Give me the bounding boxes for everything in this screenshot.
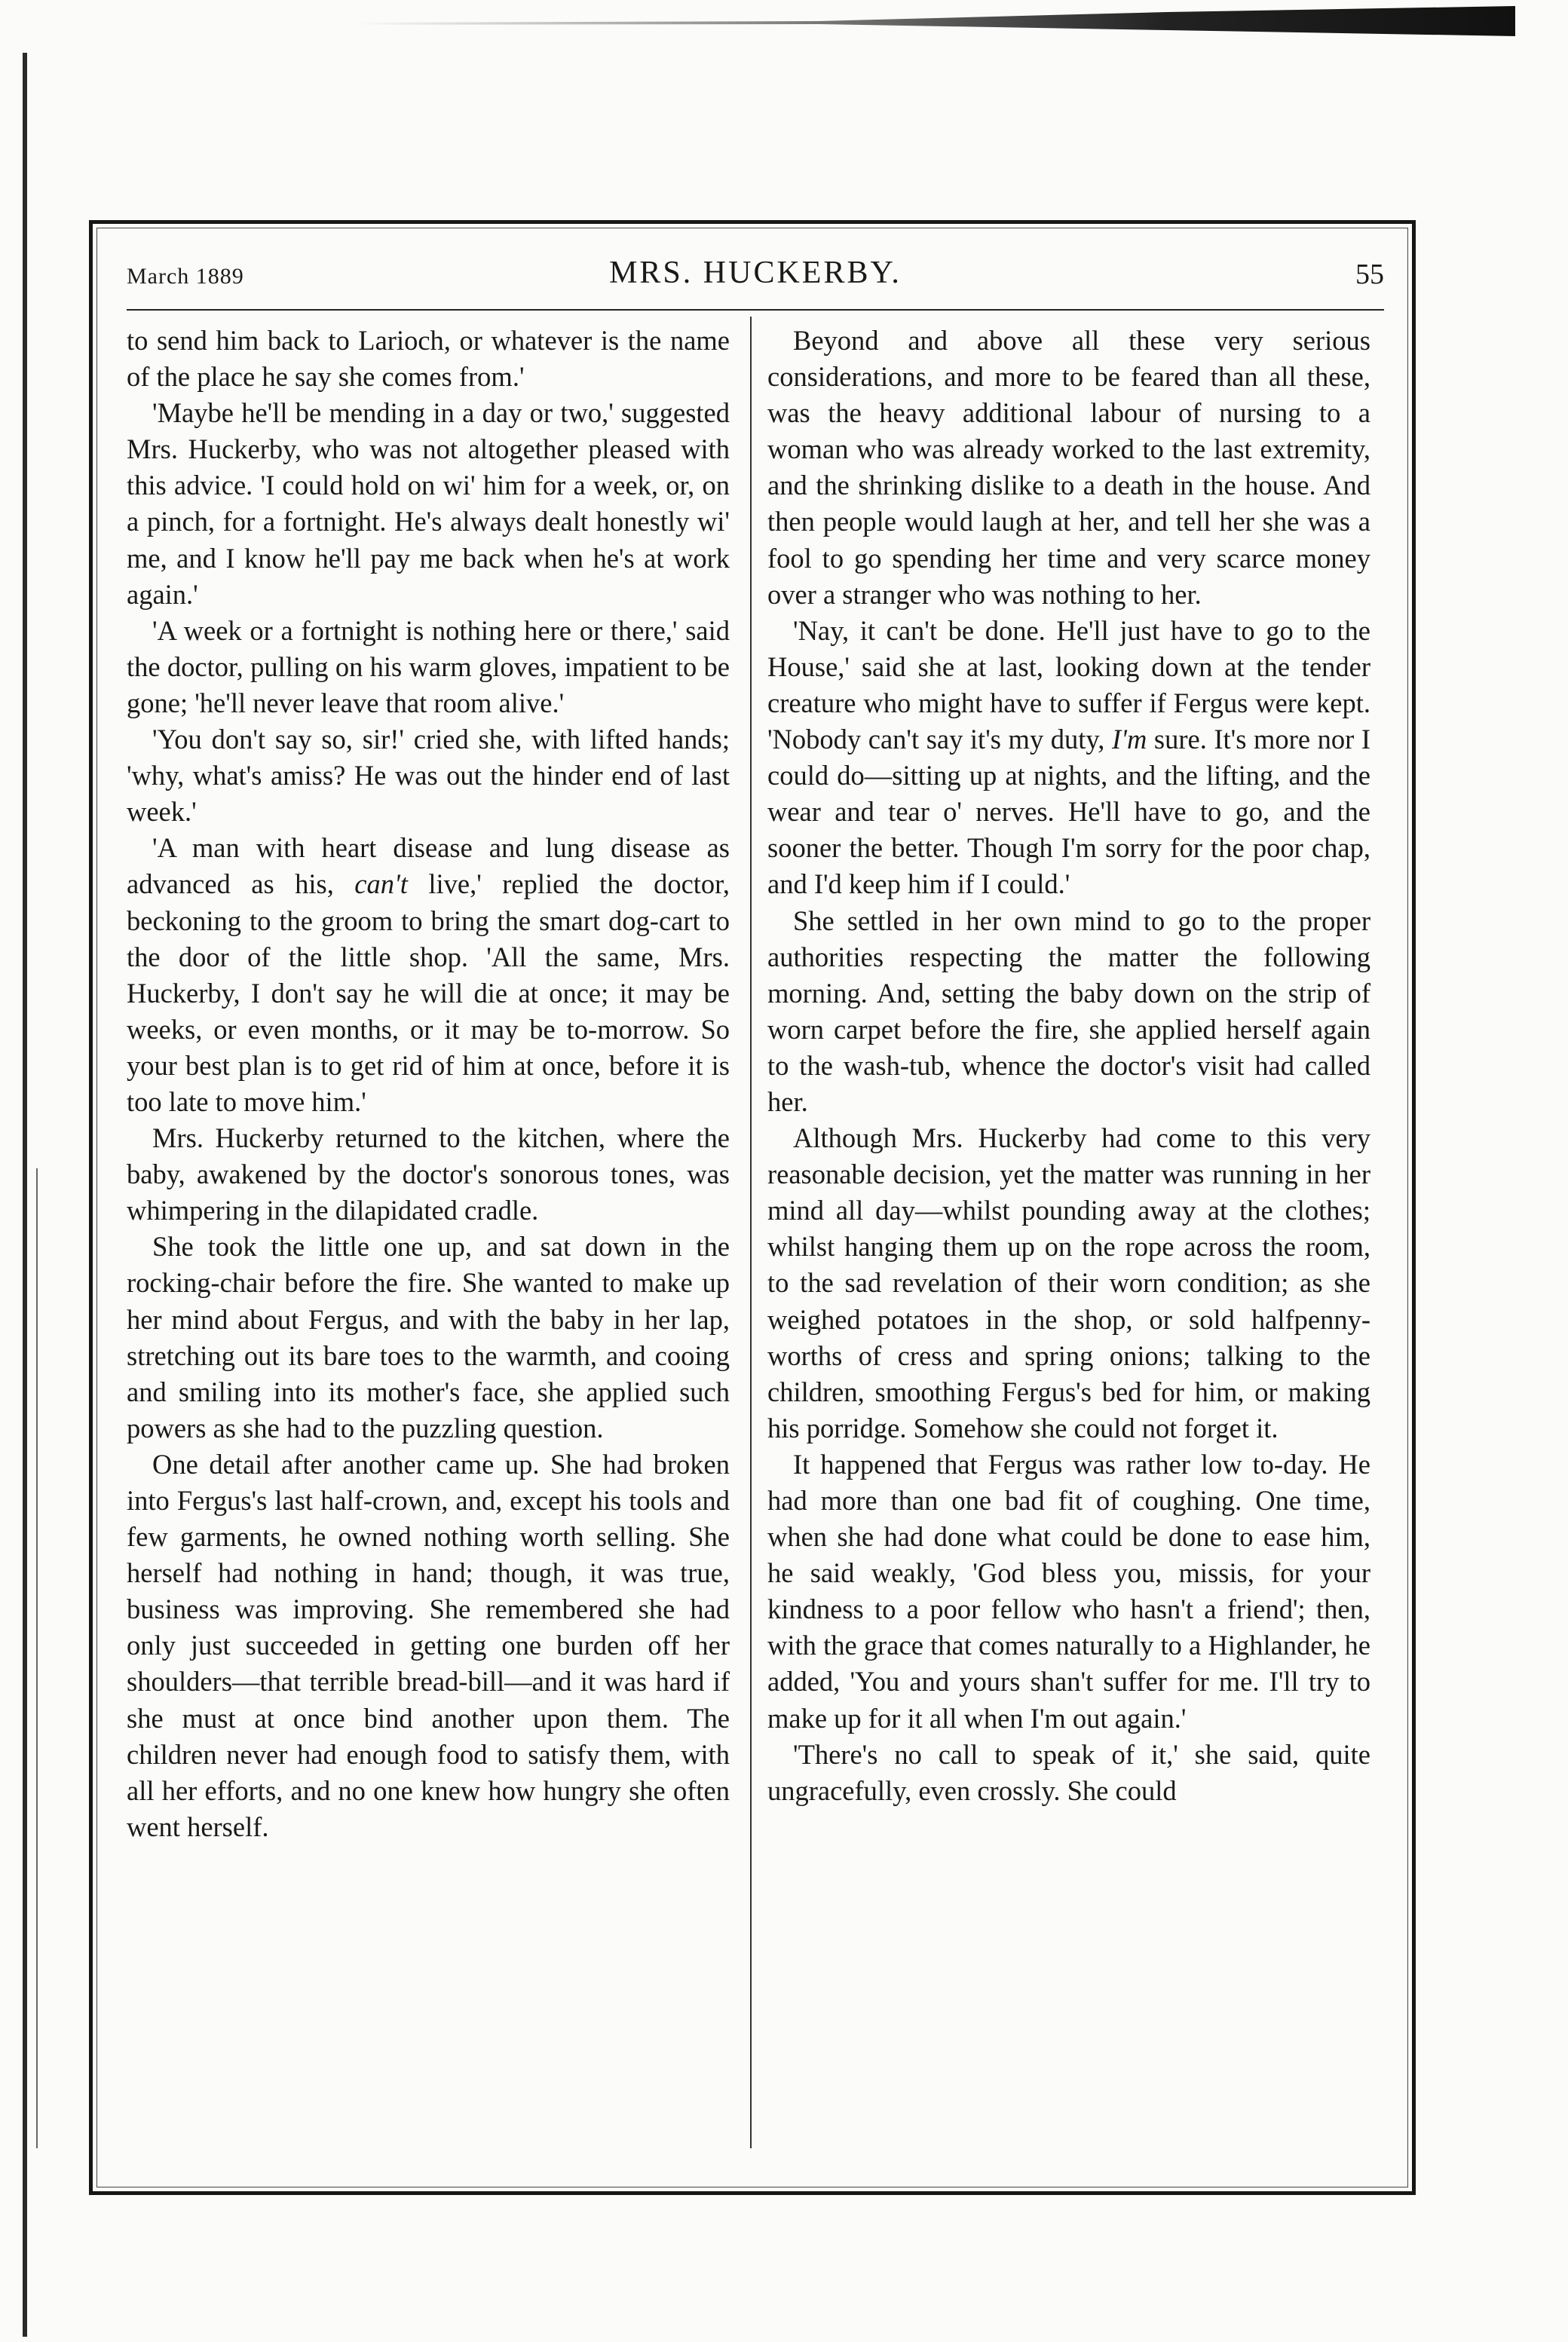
- text-run: 'A man with heart disease and lung disease as advanced as his,: [127, 832, 730, 900]
- paragraph: Beyond and above all these very serious considerations, and more to be feared than all these, was the heavy additional labour of nursing to a woman who was already worked to the last extremity, and the shrinking dislike to a death in the house. And then people would laugh at her, and tell her she was a fool to go spending her time and very scarce money over a stranger who was nothing to her.: [767, 325, 1370, 610]
- paragraph: One detail after another came up. She had broken into Fergus's last half-crown, and, except his tools and few garments, he owned nothing worth selling. She herself had nothing in hand; though, it was true, business was improving. She remembered she had only just succeeded in getting one burden off her shoulders—that terrible bread-bill—and it was hard if she must at once bind another upon them. The children never had enough food to satisfy them, with all her efforts, and no one knew how hungry she often went herself.: [127, 1448, 730, 1842]
- page-number: 55: [1355, 259, 1384, 290]
- page-left-edge: [23, 53, 27, 2337]
- emphasis: I'm: [1111, 724, 1147, 755]
- running-header: [127, 255, 1384, 300]
- text-run: sure. It's more nor I could do—sitting up at nights, and the lifting, and the wear and tear o' nerves. He'll have to go, and the sooner the better. Though I'm sorry for the poor chap, and I'd keep him if I could.': [767, 724, 1370, 900]
- text-run: live,' replied the doctor, beckoning to the groom to bring the smart dog-cart to the door of the little shop. 'All the same, Mrs. Huckerby, I don't say he will die at once; it may be weeks, or even months, or it may be to-morrow. So your best plan is to get rid of him at once, before it is too late to move him.': [127, 868, 730, 1117]
- running-date: March 1889: [127, 264, 244, 289]
- paragraph: 'Maybe he'll be mending in a day or two,' suggested Mrs. Huckerby, who was not altogether pleased with this advice. 'I could hold on wi' him for a week, or, on a pinch, for a fortnight. He's always dealt honestly wi' me, and I know he'll pay me back when he's at work again.': [127, 397, 730, 610]
- text-run: 'Nay, it can't be done. He'll just have to go to the House,' said she at last, looking down at the tender creature who might have to suffer if Fergus were kept. 'Nobody can't say it's my duty,: [767, 614, 1370, 755]
- column-divider: [750, 317, 752, 2148]
- paragraph: It happened that Fergus was rather low to-day. He had more than one bad fit of coughing. One time, when she had done what could be done to ease him, he said weakly, 'God bless you, missis, for your kindness to a poor fellow who hasn't a friend'; then, with the grace that comes naturally to a Highlander, he added, 'You and yours shan't suffer for me. I'll try to make up for it all when I'm out again.': [767, 1448, 1370, 1734]
- running-title: MRS. HUCKERBY.: [609, 256, 902, 290]
- paragraph: [127, 830, 730, 1120]
- emphasis: can't: [354, 868, 408, 900]
- paragraph: to send him back to Larioch, or whatever is the name of the place he say she comes from.': [127, 325, 730, 393]
- right-column: [767, 323, 1370, 2169]
- paragraph: She took the little one up, and sat down in the rocking-chair before the fire. She wanted to make up her mind about Fergus, and with the baby in her lap, stretching out its bare toes to the warmth, and cooing and smiling into its mother's face, she applied such powers as she had to the puzzling question.: [127, 1231, 730, 1443]
- paragraph: Although Mrs. Huckerby had come to this very reasonable decision, yet the matter was running in her mind all day—whilst pounding away at the clothes; whilst hanging them up on the rope across the room, to the sad revelation of their worn condition; as she weighed potatoes in the shop, or sold halfpenny-worths of cress and spring onions; talking to the children, smoothing Fergus's bed for him, or making his porridge. Somehow she could not forget it.: [767, 1122, 1370, 1443]
- top-edge-rule: [354, 6, 1515, 36]
- paragraph: [767, 613, 1370, 903]
- paragraph: 'A week or a fortnight is nothing here or there,' said the doctor, pulling on his warm gloves, impatient to be gone; 'he'll never leave that room alive.': [127, 614, 730, 718]
- left-column: [127, 323, 730, 2169]
- paragraph: She settled in her own mind to go to the proper authorities respecting the matter the following morning. And, setting the baby down on the strip of worn carpet before the fire, she applied herself again to the wash-tub, whence the doctor's visit had called her.: [767, 905, 1370, 1117]
- page-left-edge-line: [36, 1168, 38, 2148]
- paragraph: Mrs. Huckerby returned to the kitchen, where the baby, awakened by the doctor's sonorous tones, was whimpering in the dilapidated cradle.: [127, 1122, 730, 1226]
- header-rule: [127, 309, 1384, 311]
- paragraph: 'There's no call to speak of it,' she said, quite ungracefully, even crossly. She could: [767, 1738, 1370, 1806]
- paragraph: 'You don't say so, sir!' cried she, with lifted hands; 'why, what's amiss? He was out the hinder end of last week.': [127, 724, 730, 828]
